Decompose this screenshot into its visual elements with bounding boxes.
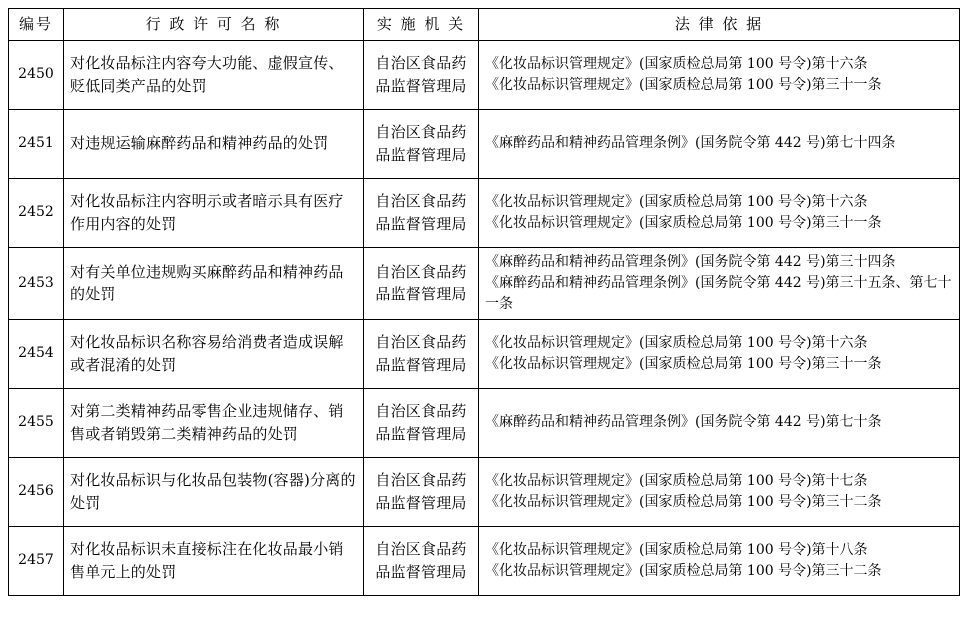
table-row — [9, 319, 960, 388]
cell-permit-name: 对化妆品标注内容夸大功能、虚假宣传、贬低同类产品的处罚 — [64, 40, 364, 109]
cell-permit-name: 对化妆品标识与化妆品包装物(容器)分离的处罚 — [64, 457, 364, 526]
legal-basis-line: 《化妆品标识管理规定》(国家质检总局第 100 号令)第三十一条 — [485, 214, 882, 231]
legal-basis-line: 《化妆品标识管理规定》(国家质检总局第 100 号令)第十七条 — [485, 472, 868, 489]
cell-authority: 自治区食品药品监督管理局 — [364, 319, 479, 388]
table-row — [9, 109, 960, 178]
cell-number: 2454 — [9, 319, 64, 388]
legal-basis-line: 《麻醉药品和精神药品管理条例》(国务院令第 442 号)第三十五条、第七十一条 — [485, 274, 952, 312]
legal-basis-line: 《化妆品标识管理规定》(国家质检总局第 100 号令)第十六条 — [485, 193, 868, 210]
legal-basis-line: 《化妆品标识管理规定》(国家质检总局第 100 号令)第三十二条 — [485, 562, 882, 579]
cell-number: 2452 — [9, 178, 64, 247]
cell-permit-name: 对化妆品标注内容明示或者暗示具有医疗作用内容的处罚 — [64, 178, 364, 247]
table-row — [9, 178, 960, 247]
cell-authority: 自治区食品药品监督管理局 — [364, 526, 479, 595]
legal-basis-line: 《麻醉药品和精神药品管理条例》(国务院令第 442 号)第七十四条 — [485, 135, 896, 151]
legal-basis-line: 《化妆品标识管理规定》(国家质检总局第 100 号令)第十八条 — [485, 541, 868, 558]
cell-number: 2450 — [9, 40, 64, 109]
cell-authority: 自治区食品药品监督管理局 — [364, 247, 479, 319]
cell-number: 2451 — [9, 109, 64, 178]
cell-number: 2453 — [9, 247, 64, 319]
cell-legal-basis — [479, 178, 960, 247]
cell-legal-basis — [479, 319, 960, 388]
table-header-row — [9, 9, 960, 41]
cell-legal-basis — [479, 40, 960, 109]
table-row — [9, 526, 960, 595]
cell-number: 2455 — [9, 388, 64, 457]
legal-basis-line: 《化妆品标识管理规定》(国家质检总局第 100 号令)第三十一条 — [485, 76, 882, 93]
cell-authority: 自治区食品药品监督管理局 — [364, 40, 479, 109]
column-header-legal-basis: 法 律 依 据 — [479, 9, 960, 41]
cell-number: 2456 — [9, 457, 64, 526]
legal-basis-line: 《麻醉药品和精神药品管理条例》(国务院令第 442 号)第三十四条 — [485, 253, 896, 270]
table-header — [9, 9, 960, 41]
column-header-permit-name: 行 政 许 可 名 称 — [64, 9, 364, 41]
cell-authority: 自治区食品药品监督管理局 — [364, 388, 479, 457]
cell-permit-name: 对第二类精神药品零售企业违规储存、销售或者销毁第二类精神药品的处罚 — [64, 388, 364, 457]
table-row — [9, 388, 960, 457]
cell-permit-name: 对化妆品标识名称容易给消费者造成误解或者混淆的处罚 — [64, 319, 364, 388]
cell-legal-basis — [479, 388, 960, 457]
table-row — [9, 247, 960, 319]
table-row — [9, 457, 960, 526]
cell-permit-name: 对有关单位违规购买麻醉药品和精神药品的处罚 — [64, 247, 364, 319]
administrative-permit-table — [8, 8, 960, 596]
cell-number: 2457 — [9, 526, 64, 595]
legal-basis-line: 《化妆品标识管理规定》(国家质检总局第 100 号令)第十六条 — [485, 334, 868, 351]
table-row — [9, 40, 960, 109]
cell-authority: 自治区食品药品监督管理局 — [364, 109, 479, 178]
cell-legal-basis — [479, 247, 960, 319]
cell-permit-name: 对违规运输麻醉药品和精神药品的处罚 — [64, 109, 364, 178]
column-header-number: 编号 — [9, 9, 64, 41]
column-header-authority: 实 施 机 关 — [364, 9, 479, 41]
legal-basis-line: 《麻醉药品和精神药品管理条例》(国务院令第 442 号)第七十条 — [485, 414, 882, 430]
cell-legal-basis — [479, 457, 960, 526]
cell-authority: 自治区食品药品监督管理局 — [364, 178, 479, 247]
cell-legal-basis — [479, 526, 960, 595]
cell-permit-name: 对化妆品标识未直接标注在化妆品最小销售单元上的处罚 — [64, 526, 364, 595]
legal-basis-line: 《化妆品标识管理规定》(国家质检总局第 100 号令)第十六条 — [485, 55, 868, 72]
legal-basis-line: 《化妆品标识管理规定》(国家质检总局第 100 号令)第三十二条 — [485, 493, 882, 510]
cell-legal-basis — [479, 109, 960, 178]
cell-authority: 自治区食品药品监督管理局 — [364, 457, 479, 526]
table-body — [9, 40, 960, 595]
legal-basis-line: 《化妆品标识管理规定》(国家质检总局第 100 号令)第三十一条 — [485, 355, 882, 372]
